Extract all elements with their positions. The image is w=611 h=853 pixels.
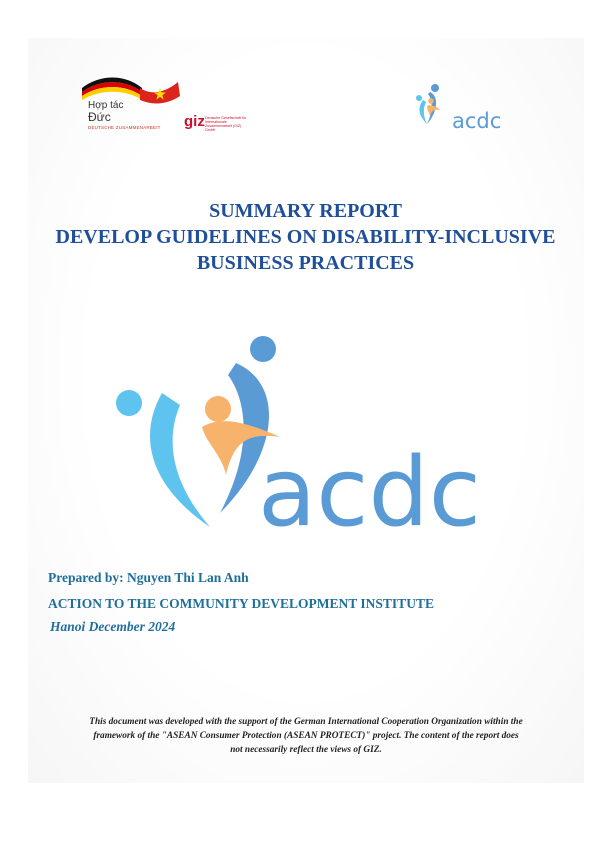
acdc-small-icon xyxy=(413,82,507,132)
report-date: Hanoi December 2024 xyxy=(50,619,176,634)
disclaimer xyxy=(28,715,584,757)
acdc-logo-large xyxy=(110,335,500,540)
title-line-1: SUMMARY REPORT xyxy=(209,200,402,222)
disclaimer-line-1: This document was developed with the support of the German International Cooperation Organization within the xyxy=(89,717,523,727)
disclaimer-line-3: not necessarily reflect the views of GIZ. xyxy=(230,745,382,755)
acdc-logo-small xyxy=(413,82,507,137)
acdc-large-wordmark: acdc xyxy=(258,438,481,535)
giz-wordmark: giz xyxy=(184,113,205,130)
german-cooperation-logo xyxy=(80,74,190,136)
disclaimer-line-2: framework of the "ASEAN Consumer Protection (ASEAN PROTECT)" project. The content of the report does xyxy=(93,731,519,741)
report-title xyxy=(0,198,611,276)
vn-text-deutsche: DEUTSCHE ZUSAMMENARBEIT xyxy=(88,125,161,130)
vn-text-duc: Đức xyxy=(88,110,111,124)
institute-name: ACTION TO THE COMMUNITY DEVELOPMENT INSTITUTE xyxy=(48,596,434,611)
vn-text-hop-tac: Hợp tác xyxy=(88,100,124,111)
acdc-large-icon xyxy=(110,335,500,535)
title-line-2: DEVELOP GUIDELINES ON DISABILITY-INCLUSIVE xyxy=(55,226,556,248)
prepared-by: Prepared by: Nguyen Thi Lan Anh xyxy=(48,570,249,585)
title-line-3: BUSINESS PRACTICES xyxy=(196,252,415,274)
acdc-small-wordmark: acdc xyxy=(452,109,502,132)
giz-subtitle: Deutsche Gesellschaft für Internationale Zusammenarbeit (GIZ) GmbH xyxy=(205,116,247,132)
